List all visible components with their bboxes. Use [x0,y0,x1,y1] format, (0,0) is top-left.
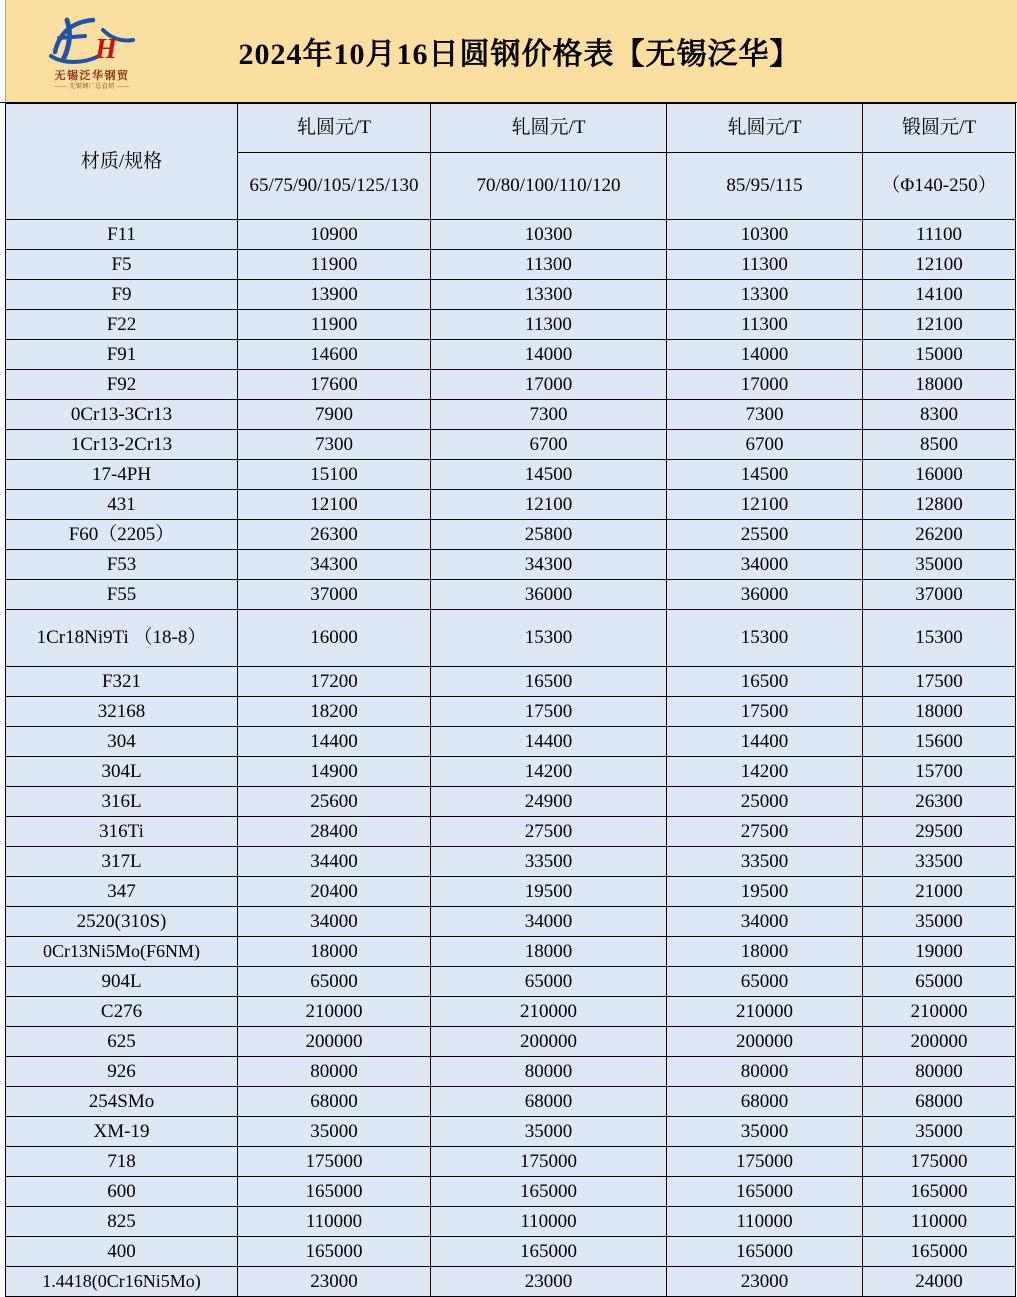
table-row [6,1177,1016,1207]
cell-forged: 8300 [863,400,1016,430]
column-spec-rolled-c: 85/95/115 [667,153,863,220]
table-row [6,520,1016,550]
cell-rolled-c: 14200 [667,757,863,787]
cell-rolled-c: 7300 [667,400,863,430]
cell-rolled-c: 110000 [667,1207,863,1237]
cell-forged: 15700 [863,757,1016,787]
cell-rolled-b: 210000 [431,997,667,1027]
cell-rolled-b: 25800 [431,520,667,550]
table-row [6,220,1016,250]
cell-rolled-b: 110000 [431,1207,667,1237]
cell-forged: 37000 [863,580,1016,610]
cell-material: 400 [6,1237,238,1267]
cell-rolled-a: 11900 [238,250,431,280]
cell-rolled-c: 165000 [667,1177,863,1207]
cell-rolled-c: 18000 [667,937,863,967]
cell-rolled-c: 27500 [667,817,863,847]
table-row [6,907,1016,937]
table-body [6,220,1016,1297]
cell-rolled-a: 13900 [238,280,431,310]
table-row [6,817,1016,847]
cell-rolled-c: 11300 [667,310,863,340]
cell-rolled-a: 10900 [238,220,431,250]
cell-material: 600 [6,1177,238,1207]
cell-rolled-c: 10300 [667,220,863,250]
cell-material: 316Ti [6,817,238,847]
cell-rolled-b: 19500 [431,877,667,907]
company-logo [12,5,172,97]
table-row [6,1027,1016,1057]
table-row [6,280,1016,310]
cell-rolled-c: 35000 [667,1117,863,1147]
cell-material: XM-19 [6,1117,238,1147]
cell-rolled-c: 17000 [667,370,863,400]
cell-rolled-b: 6700 [431,430,667,460]
cell-forged: 14100 [863,280,1016,310]
cell-rolled-a: 210000 [238,997,431,1027]
cell-forged: 15600 [863,727,1016,757]
cell-material: F60（2205） [6,520,238,550]
cell-forged: 165000 [863,1177,1016,1207]
table-row [6,787,1016,817]
cell-forged: 29500 [863,817,1016,847]
cell-rolled-c: 200000 [667,1027,863,1057]
cell-forged: 80000 [863,1057,1016,1087]
cell-forged: 11100 [863,220,1016,250]
table-row [6,400,1016,430]
title-banner [0,0,1017,103]
cell-rolled-a: 23000 [238,1267,431,1297]
table-row [6,667,1016,697]
cell-material: 2520(310S) [6,907,238,937]
cell-rolled-a: 18000 [238,937,431,967]
cell-rolled-b: 14200 [431,757,667,787]
cell-rolled-b: 18000 [431,937,667,967]
cell-material: F321 [6,667,238,697]
cell-rolled-c: 210000 [667,997,863,1027]
cell-forged: 12100 [863,250,1016,280]
cell-rolled-a: 165000 [238,1177,431,1207]
column-spec-forged: （Φ140-250） [863,153,1016,220]
cell-forged: 200000 [863,1027,1016,1057]
cell-forged: 68000 [863,1087,1016,1117]
logo-company-name: 无锡泛华钢贸 [54,70,130,82]
cell-rolled-a: 28400 [238,817,431,847]
cell-rolled-c: 34000 [667,907,863,937]
cell-material: 431 [6,490,238,520]
cell-material: F55 [6,580,238,610]
cell-forged: 35000 [863,550,1016,580]
cell-rolled-a: 7300 [238,430,431,460]
cell-material: 0Cr13-3Cr13 [6,400,238,430]
cell-material: 304L [6,757,238,787]
cell-rolled-a: 26300 [238,520,431,550]
cell-rolled-c: 19500 [667,877,863,907]
table-row [6,610,1016,667]
table-row [6,550,1016,580]
cell-rolled-a: 20400 [238,877,431,907]
cell-rolled-b: 17500 [431,697,667,727]
cell-rolled-b: 23000 [431,1267,667,1297]
table-row [6,1237,1016,1267]
cell-material: F92 [6,370,238,400]
cell-rolled-c: 14500 [667,460,863,490]
cell-material: 254SMo [6,1087,238,1117]
cell-material: 1.4418(0Cr16Ni5Mo) [6,1267,238,1297]
table-row [6,997,1016,1027]
column-header-rolled-c: 轧圆元/T [667,104,863,153]
cell-forged: 17500 [863,667,1016,697]
cell-rolled-c: 80000 [667,1057,863,1087]
cell-material: F9 [6,280,238,310]
table-row [6,757,1016,787]
cell-rolled-c: 68000 [667,1087,863,1117]
cell-rolled-b: 68000 [431,1087,667,1117]
cell-rolled-c: 23000 [667,1267,863,1297]
cell-rolled-c: 25500 [667,520,863,550]
table-row [6,370,1016,400]
cell-material: 625 [6,1027,238,1057]
cell-rolled-b: 165000 [431,1177,667,1207]
cell-forged: 165000 [863,1237,1016,1267]
cell-rolled-b: 175000 [431,1147,667,1177]
cell-forged: 35000 [863,907,1016,937]
cell-rolled-c: 25000 [667,787,863,817]
cell-material: 1Cr18Ni9Ti （18-8） [6,610,238,667]
cell-material: 17-4PH [6,460,238,490]
cell-material: 0Cr13Ni5Mo(F6NM) [6,937,238,967]
cell-rolled-c: 16500 [667,667,863,697]
cell-forged: 210000 [863,997,1016,1027]
cell-rolled-b: 17000 [431,370,667,400]
cell-rolled-b: 12100 [431,490,667,520]
column-header-forged: 锻圆元/T [863,104,1016,153]
cell-forged: 15300 [863,610,1016,667]
cell-forged: 16000 [863,460,1016,490]
cell-forged: 175000 [863,1147,1016,1177]
header-row-unit [6,104,1016,153]
cell-forged: 19000 [863,937,1016,967]
cell-material: 718 [6,1147,238,1177]
cell-rolled-b: 16500 [431,667,667,697]
table-row [6,1267,1016,1297]
cell-rolled-a: 65000 [238,967,431,997]
cell-rolled-b: 200000 [431,1027,667,1057]
cell-rolled-a: 17600 [238,370,431,400]
cell-rolled-a: 14400 [238,727,431,757]
cell-rolled-c: 6700 [667,430,863,460]
table-row [6,877,1016,907]
cell-forged: 8500 [863,430,1016,460]
cell-rolled-c: 14000 [667,340,863,370]
price-table-wrap [0,103,1017,1297]
table-row [6,580,1016,610]
cell-rolled-a: 7900 [238,400,431,430]
cell-rolled-a: 34300 [238,550,431,580]
table-row [6,727,1016,757]
cell-rolled-a: 80000 [238,1057,431,1087]
cell-material: 316L [6,787,238,817]
column-header-material: 材质/规格 [6,104,238,220]
cell-rolled-b: 34000 [431,907,667,937]
table-row [6,847,1016,877]
cell-material: F5 [6,250,238,280]
cell-rolled-a: 25600 [238,787,431,817]
cell-forged: 26200 [863,520,1016,550]
cell-material: F91 [6,340,238,370]
cell-forged: 110000 [863,1207,1016,1237]
table-row [6,1057,1016,1087]
cell-material: F11 [6,220,238,250]
cell-material: 32168 [6,697,238,727]
cell-forged: 26300 [863,787,1016,817]
table-row [6,1207,1016,1237]
table-head [6,104,1016,220]
table-row [6,1117,1016,1147]
column-spec-rolled-b: 70/80/100/110/120 [431,153,667,220]
cell-rolled-c: 13300 [667,280,863,310]
column-spec-rolled-a: 65/75/90/105/125/130 [238,153,431,220]
cell-forged: 12800 [863,490,1016,520]
cell-forged: 15000 [863,340,1016,370]
cell-rolled-b: 13300 [431,280,667,310]
cell-rolled-a: 16000 [238,610,431,667]
cell-material: 825 [6,1207,238,1237]
cell-forged: 35000 [863,1117,1016,1147]
table-row [6,1087,1016,1117]
table-row [6,1147,1016,1177]
cell-rolled-c: 175000 [667,1147,863,1177]
cell-rolled-b: 14000 [431,340,667,370]
cell-forged: 18000 [863,370,1016,400]
cell-material: 317L [6,847,238,877]
cell-rolled-a: 34000 [238,907,431,937]
table-row [6,250,1016,280]
cell-rolled-a: 110000 [238,1207,431,1237]
cell-rolled-b: 27500 [431,817,667,847]
table-row [6,340,1016,370]
cell-rolled-b: 165000 [431,1237,667,1267]
cell-rolled-b: 15300 [431,610,667,667]
cell-rolled-b: 24900 [431,787,667,817]
table-row [6,310,1016,340]
cell-rolled-b: 35000 [431,1117,667,1147]
page-title: 2024年10月16日圆钢价格表【无锡泛华】 [238,38,801,71]
cell-rolled-c: 12100 [667,490,863,520]
cell-material: 904L [6,967,238,997]
cell-rolled-b: 33500 [431,847,667,877]
table-row [6,937,1016,967]
cell-rolled-b: 80000 [431,1057,667,1087]
table-row [6,490,1016,520]
cell-material: F22 [6,310,238,340]
cell-rolled-b: 14500 [431,460,667,490]
cell-rolled-a: 34400 [238,847,431,877]
cell-rolled-b: 14400 [431,727,667,757]
table-row [6,697,1016,727]
cell-rolled-b: 10300 [431,220,667,250]
cell-rolled-c: 34000 [667,550,863,580]
cell-rolled-c: 11300 [667,250,863,280]
svg-text:H: H [95,34,117,65]
price-table [5,103,1016,1297]
cell-rolled-a: 18200 [238,697,431,727]
cell-forged: 33500 [863,847,1016,877]
cell-rolled-b: 34300 [431,550,667,580]
cell-material: 926 [6,1057,238,1087]
cell-rolled-c: 15300 [667,610,863,667]
cell-rolled-b: 11300 [431,310,667,340]
cell-rolled-b: 36000 [431,580,667,610]
cell-rolled-a: 15100 [238,460,431,490]
cell-rolled-a: 165000 [238,1237,431,1267]
cell-rolled-a: 35000 [238,1117,431,1147]
cell-rolled-c: 14400 [667,727,863,757]
logo-tagline: —— 无锡钢厂总直销 —— [54,84,130,90]
cell-rolled-a: 175000 [238,1147,431,1177]
cell-rolled-a: 17200 [238,667,431,697]
cell-rolled-a: 12100 [238,490,431,520]
cell-rolled-a: 68000 [238,1087,431,1117]
cell-rolled-c: 17500 [667,697,863,727]
cell-rolled-a: 14900 [238,757,431,787]
cell-rolled-c: 165000 [667,1237,863,1267]
table-row [6,430,1016,460]
cell-rolled-c: 36000 [667,580,863,610]
table-row [6,460,1016,490]
cell-material: 304 [6,727,238,757]
cell-forged: 65000 [863,967,1016,997]
cell-rolled-b: 7300 [431,400,667,430]
cell-forged: 21000 [863,877,1016,907]
cell-material: 347 [6,877,238,907]
cell-rolled-a: 200000 [238,1027,431,1057]
cell-rolled-b: 65000 [431,967,667,997]
cell-material: C276 [6,997,238,1027]
cell-forged: 18000 [863,697,1016,727]
cell-material: F53 [6,550,238,580]
cell-forged: 24000 [863,1267,1016,1297]
cell-forged: 12100 [863,310,1016,340]
cell-material: 1Cr13-2Cr13 [6,430,238,460]
cell-rolled-c: 33500 [667,847,863,877]
cell-rolled-a: 11900 [238,310,431,340]
column-header-rolled-a: 轧圆元/T [238,104,431,153]
cell-rolled-a: 37000 [238,580,431,610]
cell-rolled-c: 65000 [667,967,863,997]
column-header-rolled-b: 轧圆元/T [431,104,667,153]
cell-rolled-a: 14600 [238,340,431,370]
cell-rolled-b: 11300 [431,250,667,280]
table-row [6,967,1016,997]
fh-logo-icon [37,12,147,70]
